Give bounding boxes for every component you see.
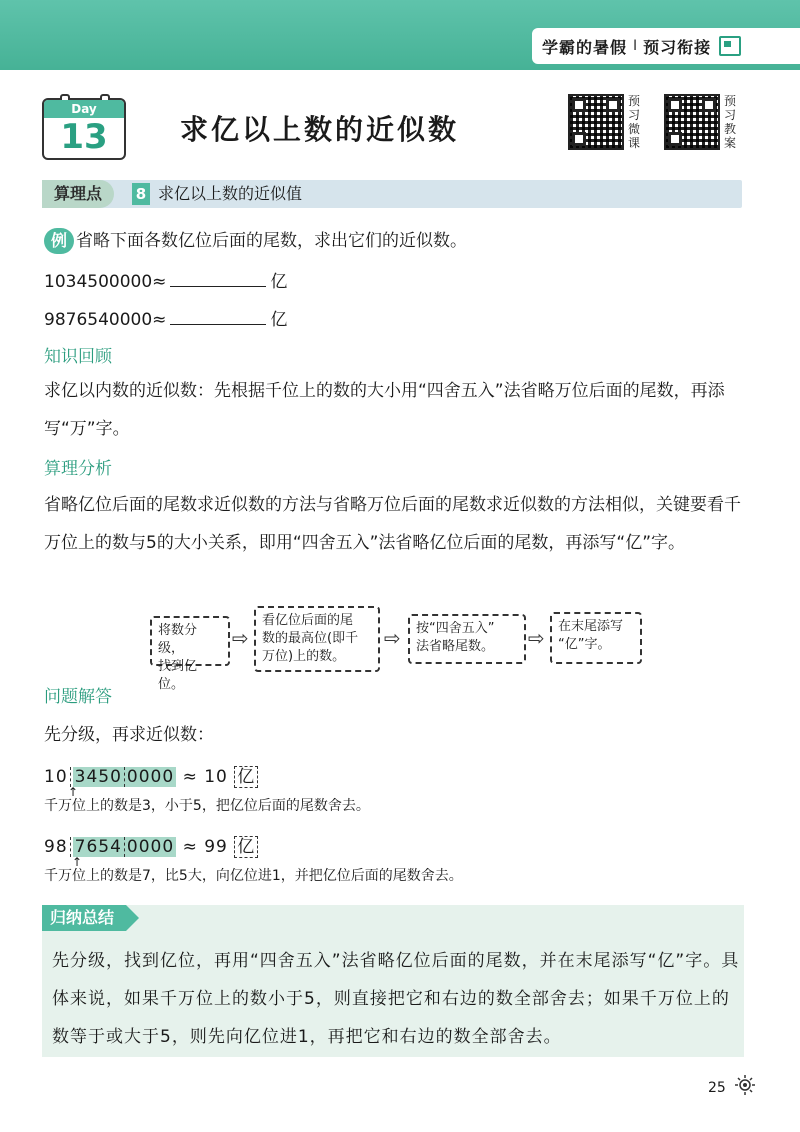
- qr-label: 预习教案: [724, 94, 737, 150]
- series-tab: [532, 28, 800, 64]
- question-2: [44, 306, 287, 333]
- section-number: 8: [132, 183, 150, 205]
- arrow-up-icon: ↑: [68, 785, 79, 799]
- review-text: 求亿以内数的近似数：先根据千位上的数的大小用“四舍五入”法省略万位后面的尾数，再添写“万”字。: [44, 381, 725, 439]
- analysis-heading: 算理分析: [44, 459, 112, 479]
- sun-icon: [734, 1074, 756, 1096]
- highlight-digits: 7654: [74, 837, 122, 857]
- day-calendar: [42, 98, 126, 160]
- qr-label: 预习微课: [628, 94, 641, 150]
- unit-box: 亿: [234, 766, 258, 788]
- page-title: 求亿以上数的近似数: [180, 113, 460, 146]
- approx-sign: ≈: [182, 837, 198, 857]
- series-separator: I: [633, 38, 638, 54]
- flow-step-2: 看亿位后面的尾 数的最高位(即千 万位)上的数。: [254, 606, 380, 672]
- page-number: 25: [708, 1080, 726, 1096]
- arrow-right-icon: ⇨: [232, 626, 249, 650]
- approx-sign: ≈: [182, 767, 198, 787]
- flow-step-1: 将数分级， 找到亿位。: [150, 616, 230, 666]
- arrow-right-icon: ⇨: [528, 626, 545, 650]
- day-label: Day: [44, 100, 124, 118]
- question-number: 9876540000: [44, 310, 153, 330]
- approx-sign: ≈: [152, 272, 167, 292]
- result-number: 10: [204, 767, 228, 787]
- qr-code-icon[interactable]: [568, 94, 624, 150]
- answer-intro: 先分级，再求近似数：: [44, 725, 214, 745]
- answer-heading: 问题解答: [44, 687, 112, 707]
- answer-note-1: 千万位上的数是3，小于5，把亿位后面的尾数舍去。: [44, 798, 370, 814]
- analysis-text: 省略亿位后面的尾数求近似数的方法与省略万位后面的尾数求近似数的方法相似，关键要看千万位上的数与5的大小关系，即用“四舍五入”法省略亿位后面的尾数，再添写“亿”字。: [44, 495, 741, 553]
- flow-step-3: 按“四舍五入” 法省略尾数。: [408, 614, 526, 664]
- highlight-digits: 3450: [74, 767, 122, 787]
- arrow-up-icon: ↑: [72, 855, 83, 869]
- unit-label: 亿: [270, 310, 288, 330]
- unit-box: 亿: [234, 836, 258, 858]
- arrow-right-icon: ⇨: [384, 626, 401, 650]
- summary-text: 先分级，找到亿位，再用“四舍五入”法省略亿位后面的尾数，并在末尾添写“亿”字。具体来说，如果千万位上的数小于5，则直接把它和右边的数全部舍去；如果千万位上的数等于或大于5，则先向亿位进1，再把它和右边的数全部舍去。: [52, 951, 740, 1047]
- day-number: 13: [60, 117, 108, 157]
- book-icon: [719, 36, 741, 56]
- question-number: 1034500000: [44, 272, 153, 292]
- answer-blank[interactable]: [170, 306, 266, 325]
- series-subtitle: 预习衔接: [643, 37, 712, 57]
- review-heading: 知识回顾: [44, 347, 112, 367]
- section-tag: 算理点: [42, 180, 114, 208]
- high-digits: 98: [44, 837, 68, 857]
- section-title: 求亿以上数的近似值: [158, 184, 303, 203]
- approx-sign: ≈: [152, 310, 167, 330]
- question-1: [44, 268, 287, 295]
- summary-tag: 归纳总结: [42, 905, 126, 931]
- qr-code-icon[interactable]: [664, 94, 720, 150]
- result-number: 99: [204, 837, 228, 857]
- flow-step-4: 在末尾添写 “亿”字。: [550, 612, 642, 664]
- answer-blank[interactable]: [170, 268, 266, 287]
- series-title: 学霸的暑假: [542, 37, 628, 57]
- highlight-digits: 0000: [124, 837, 176, 857]
- unit-label: 亿: [270, 272, 288, 292]
- highlight-digits: 0000: [124, 767, 176, 787]
- high-digits: 10: [44, 767, 68, 787]
- example-badge: 例: [44, 228, 74, 254]
- example-prompt: 省略下面各数亿位后面的尾数，求出它们的近似数。: [76, 231, 467, 251]
- answer-note-2: 千万位上的数是7，比5大，向亿位进1，并把亿位后面的尾数舍去。: [44, 868, 463, 884]
